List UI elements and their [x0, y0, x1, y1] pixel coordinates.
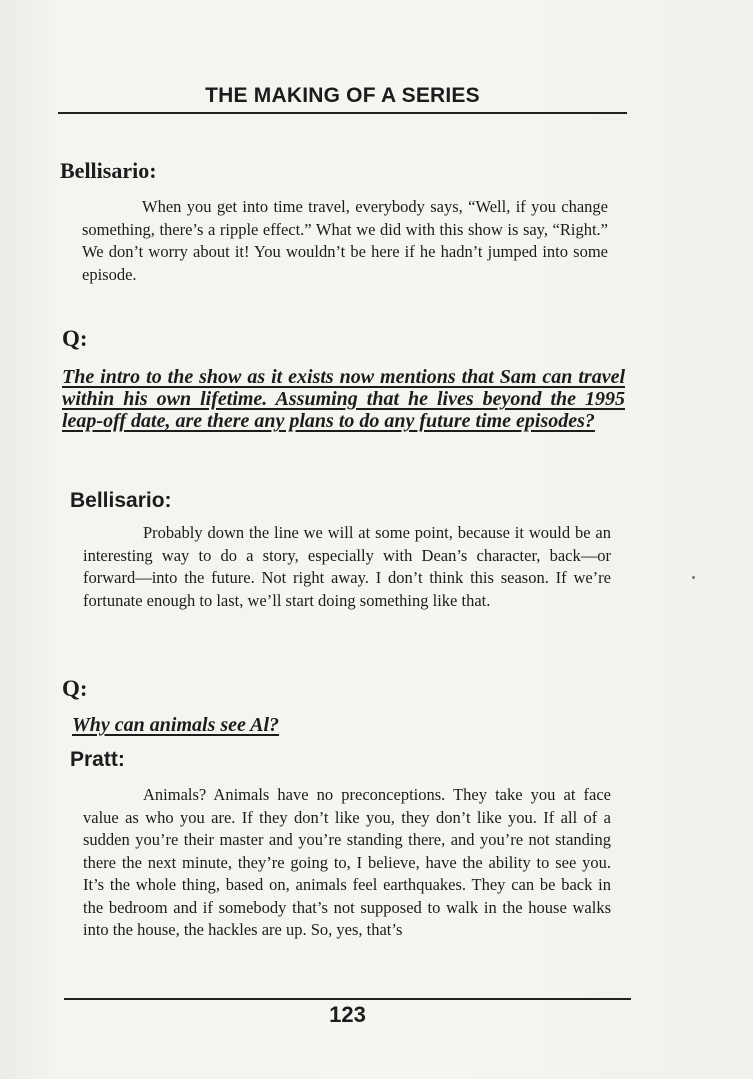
question-text-2: Why can animals see Al? — [72, 714, 280, 736]
question-label-2: Q: — [62, 676, 88, 701]
speaker-pratt: Pratt: — [70, 748, 125, 771]
answer-paragraph-3: Animals? Animals have no preconceptions. They take you at face value as who you are. If they don’t like you, they don’t like you. If all of a sudden you’re their master and you’re standing there, and you’re not standing there the next minute, they’re going to, I believe, have the ability to see you. It’s the whole thing, based on, animals feel earthquakes. They can be back in the bedroom and if somebody that’s not supposed to walk in the house walks into the house, the hackles are up. So, yes, that’s — [83, 785, 611, 939]
paper-speck — [692, 576, 695, 579]
answer-paragraph-2: Probably down the line we will at some point, because it would be an interesting way to do a story, especially with Dean’s character, back—or forward—into the future. Not right away. I don’t think this season. If we’re fortunate enough to last, we’ll start doing something like that. — [83, 523, 611, 610]
page-number: 123 — [329, 1002, 366, 1027]
question-text-1: The intro to the show as it exists now mentions that Sam can travel within his own lifetime. Assuming that he lives beyond the 1995 leap-off date, are there any plans to do any future time episodes? — [62, 366, 625, 432]
speaker-bellisario-1: Bellisario: — [60, 158, 157, 183]
question-label-1: Q: — [62, 326, 88, 351]
footer-rule — [64, 998, 631, 1000]
running-head-title: THE MAKING OF A SERIES — [58, 82, 627, 114]
speaker-bellisario-2: Bellisario: — [70, 489, 172, 512]
answer-paragraph-1: When you get into time travel, everybody says, “Well, if you change something, there’s a ripple effect.” What we did with this show is say, “Right.” We don’t worry about it! You wouldn’t be here if he hadn’t jumped into some episode. — [82, 197, 608, 284]
